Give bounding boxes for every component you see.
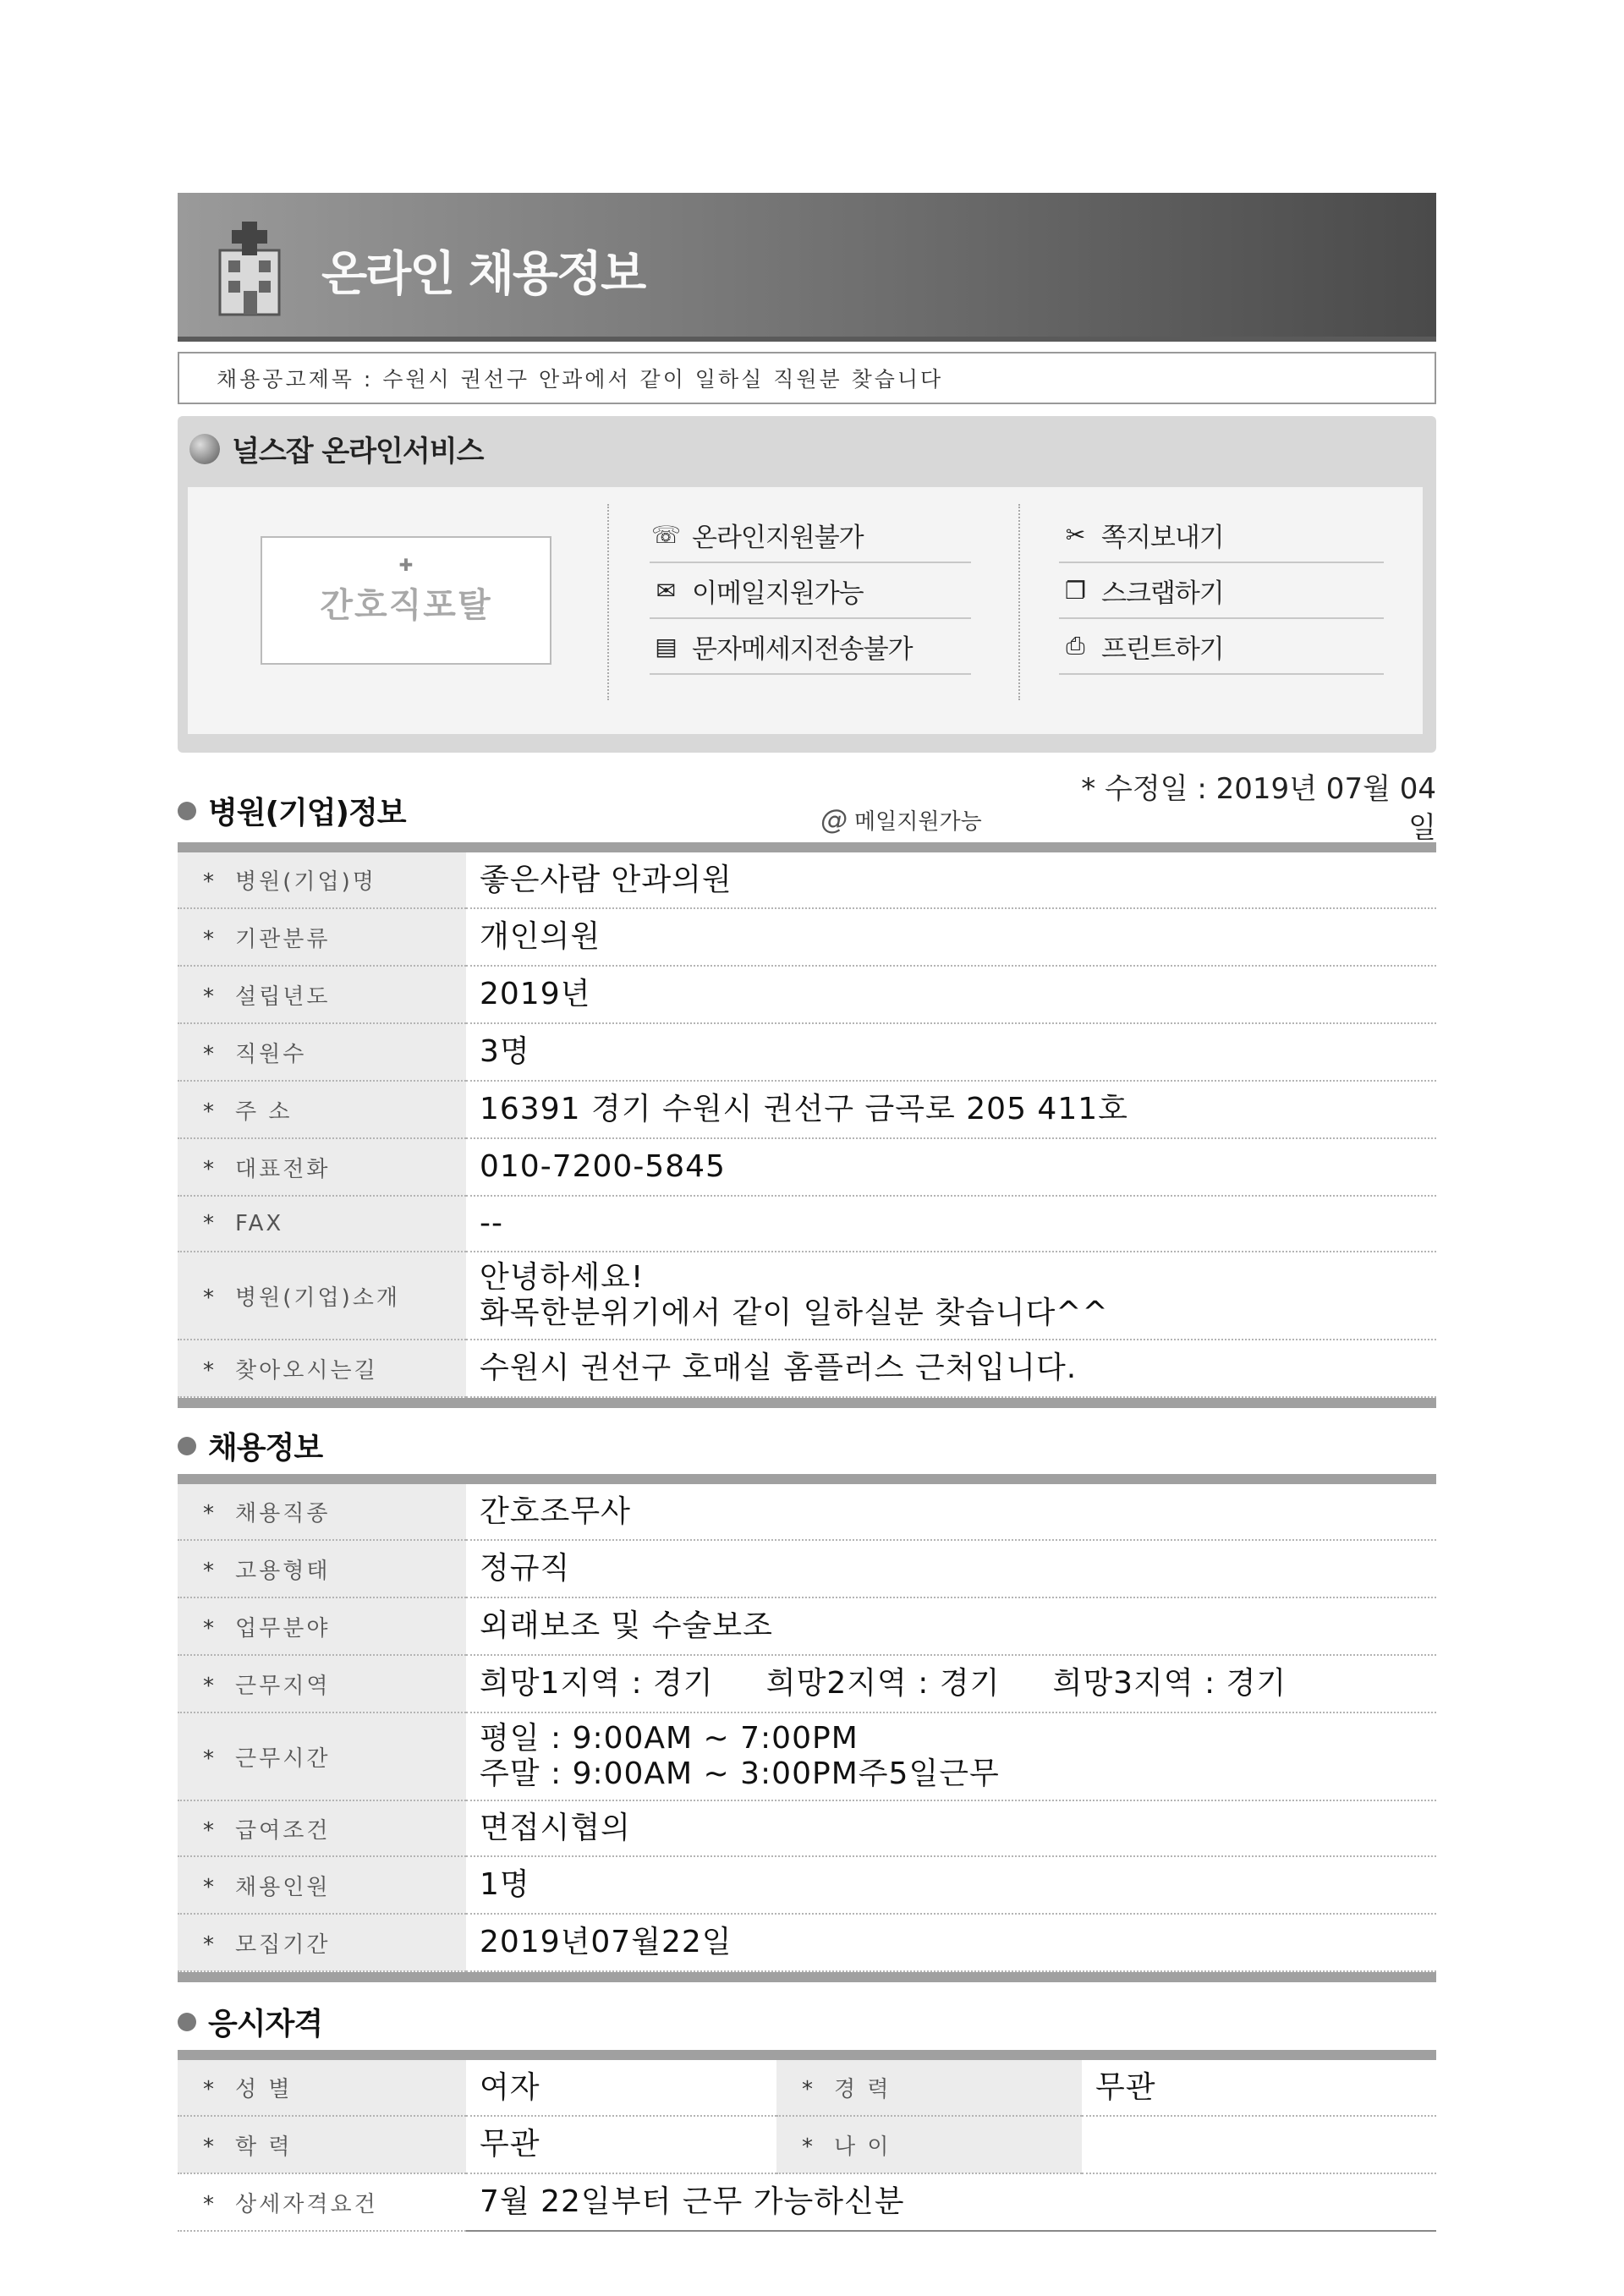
mail-apply-badge[interactable] <box>820 803 982 836</box>
table-row: * 병원(기업)명 좋은사람 안과의원 <box>178 852 1436 908</box>
row-label: 채용직종 <box>235 1501 331 1526</box>
portal-logo-text: 간호직포탈 <box>320 586 492 625</box>
founded-year: 2019년 <box>466 966 1436 1023</box>
mail-apply-label: 메일지원가능 <box>854 808 982 835</box>
row-label: 모집기간 <box>235 1932 331 1958</box>
service-inner <box>188 487 1423 734</box>
email-apply-link[interactable] <box>650 563 971 619</box>
recruit-title-text: 채용정보 <box>208 1431 323 1466</box>
section-bullet-icon <box>189 434 220 464</box>
table-row: * 설립년도 2019년 <box>178 966 1436 1023</box>
divider <box>607 504 609 700</box>
employee-count: 3명 <box>466 1023 1436 1081</box>
section-rule <box>178 2050 1436 2060</box>
hospital-info-table <box>178 852 1436 1398</box>
scrap-label: 스크랩하기 <box>1101 578 1224 609</box>
row-label: 기관분류 <box>235 926 331 952</box>
row-label: 성 별 <box>235 2077 293 2102</box>
org-category: 개인의원 <box>466 908 1436 966</box>
row-label: 나 이 <box>834 2134 892 2160</box>
service-list-right <box>1059 507 1384 675</box>
table-row: * 성 별 여자 * 경 력 무관 <box>178 2060 1436 2116</box>
table-row: * 급여조건 면접시협의 <box>178 1800 1436 1856</box>
table-row: * 직원수 3명 <box>178 1023 1436 1081</box>
modified-date-line2: 일 <box>1408 811 1436 845</box>
table-row: * 모집기간 2019년07월22일 <box>178 1914 1436 1971</box>
send-message-label: 쪽지보내기 <box>1101 522 1224 553</box>
page-title: 온라인 채용정보 <box>321 247 645 302</box>
row-label: 찾아오시는길 <box>235 1357 378 1384</box>
recruit-section-title <box>178 1424 322 1467</box>
section-bullet-icon <box>178 2013 196 2031</box>
recruit-period: 2019년07월22일 <box>466 1914 1436 1971</box>
hospital-building-icon <box>213 216 286 318</box>
scrap-icon: ❐ <box>1064 576 1086 605</box>
row-label: 급여조건 <box>235 1817 331 1844</box>
table-row: * 채용인원 1명 <box>178 1856 1436 1914</box>
row-label: 설립년도 <box>235 984 331 1010</box>
table-row: * 기관분류 개인의원 <box>178 908 1436 966</box>
online-apply-icon: ☏ <box>650 520 680 549</box>
online-apply-link[interactable] <box>650 507 971 563</box>
table-row: * 학 력 무관 * 나 이 <box>178 2116 1436 2173</box>
online-apply-label: 온라인지원불가 <box>692 522 864 553</box>
sms-label: 문자메세지전송불가 <box>692 633 913 665</box>
work-field: 외래보조 및 수술보조 <box>466 1597 1436 1655</box>
section-rule <box>178 1398 1436 1408</box>
table-row: * 근무지역 희망1지역 : 경기 희망2지역 : 경기 희망3지역 : 경기 <box>178 1655 1436 1712</box>
service-title: 널스잡 온라인서비스 <box>232 435 484 469</box>
employment-type: 정규직 <box>466 1540 1436 1597</box>
section-bullet-icon <box>178 802 196 820</box>
header-banner <box>178 193 1436 342</box>
section-bullet-icon <box>178 1437 196 1455</box>
row-label: 주 소 <box>235 1099 293 1125</box>
qualification-section-title <box>178 2000 322 2043</box>
service-list-left <box>650 507 971 675</box>
row-label: 학 력 <box>235 2134 293 2160</box>
table-row: * 병원(기업)소개 안녕하세요! 화목한분위기에서 같이 일하실분 찾습니다^^ <box>178 1252 1436 1340</box>
career: 무관 <box>1082 2060 1436 2116</box>
table-row: * 채용직종 간호조무사 <box>178 1484 1436 1540</box>
table-row: * 찾아오시는길 수원시 권선구 호매실 홈플러스 근처입니다. <box>178 1340 1436 1397</box>
row-label: 병원(기업)소개 <box>235 1285 400 1311</box>
job-type: 간호조무사 <box>466 1484 1436 1540</box>
at-sign-icon: @ <box>820 803 848 836</box>
section-rule <box>178 1972 1436 1982</box>
email-icon: ✉ <box>656 576 676 605</box>
portal-logo <box>261 536 551 665</box>
phone[interactable]: 010-7200-5845 <box>466 1138 1436 1196</box>
table-row: * FAX -- <box>178 1196 1436 1252</box>
job-posting-page <box>178 193 1436 2232</box>
education: 무관 <box>466 2116 776 2173</box>
recruit-info-table <box>178 1484 1436 1972</box>
work-hours: 평일 : 9:00AM ~ 7:00PM 주말 : 9:00AM ~ 3:00PM주5일근무 <box>466 1712 1436 1800</box>
hospital-section-title <box>178 789 406 832</box>
table-row: * 주 소 16391 경기 수원시 권선구 금곡로 205 411호 <box>178 1081 1436 1138</box>
detail-requirements: 7월 22일부터 근무 가능하신분 <box>466 2173 1436 2231</box>
row-label: 병원(기업)명 <box>235 869 376 895</box>
recruit-section-header <box>178 1408 1436 1474</box>
table-row: * 업무분야 외래보조 및 수술보조 <box>178 1597 1436 1655</box>
scrap-link[interactable] <box>1059 563 1384 619</box>
modified-date <box>1081 770 1436 847</box>
modified-date-line1: * 수정일 : 2019년 07월 04 <box>1081 772 1436 806</box>
row-label: 채용인원 <box>235 1874 331 1900</box>
service-header <box>189 428 483 469</box>
hospital-title-text: 병원(기업)정보 <box>208 796 406 830</box>
divider <box>1018 504 1020 700</box>
work-region: 희망1지역 : 경기 희망2지역 : 경기 희망3지역 : 경기 <box>466 1655 1436 1712</box>
hospital-name: 좋은사람 안과의원 <box>466 852 1436 908</box>
qualification-title-text: 응시자격 <box>208 2007 323 2041</box>
row-label: 고용형태 <box>235 1558 331 1584</box>
print-icon: ⎙ <box>1066 632 1084 660</box>
table-row: * 고용형태 정규직 <box>178 1540 1436 1597</box>
message-icon: ✂ <box>1065 520 1085 549</box>
hospital-section-header <box>178 758 1436 845</box>
row-label: 직원수 <box>235 1041 307 1067</box>
table-row: * 대표전화 010-7200-5845 <box>178 1138 1436 1196</box>
row-label: 업무분야 <box>235 1615 331 1641</box>
row-label: 근무지역 <box>235 1673 331 1699</box>
email-apply-label: 이메일지원가능 <box>692 578 864 609</box>
headcount: 1명 <box>466 1856 1436 1914</box>
table-row: * 근무시간 평일 : 9:00AM ~ 7:00PM 주말 : 9:00AM ~ 3:00PM주5일근무 <box>178 1712 1436 1800</box>
print-label: 프린트하기 <box>1101 633 1224 665</box>
online-service-panel <box>178 416 1436 753</box>
print-link[interactable] <box>1059 619 1384 675</box>
row-label: 상세자격요건 <box>235 2191 378 2217</box>
table-row: * 상세자격요건 7월 22일부터 근무 가능하신분 <box>178 2173 1436 2231</box>
row-label: 근무시간 <box>235 1745 331 1772</box>
gender: 여자 <box>466 2060 776 2116</box>
sms-icon: ▤ <box>655 632 677 660</box>
address: 16391 경기 수원시 권선구 금곡로 205 411호 <box>466 1081 1436 1138</box>
row-label: FAX <box>235 1211 284 1236</box>
fax: -- <box>466 1196 1436 1252</box>
age <box>1082 2116 1436 2173</box>
qualification-section-header <box>178 1982 1436 2050</box>
org-intro: 안녕하세요! 화목한분위기에서 같이 일하실분 찾습니다^^ <box>466 1252 1436 1340</box>
row-label: 경 력 <box>834 2077 892 2102</box>
sms-link[interactable] <box>650 619 971 675</box>
qualification-table <box>178 2060 1436 2232</box>
directions: 수원시 권선구 호매실 홈플러스 근처입니다. <box>466 1340 1436 1397</box>
section-rule <box>178 1474 1436 1484</box>
posting-subject: 채용공고제목 : 수원시 권선구 안과에서 같이 일하실 직원분 찾습니다 <box>178 352 1436 404</box>
row-label: 대표전화 <box>235 1156 331 1182</box>
send-message-link[interactable] <box>1059 507 1384 563</box>
cross-icon: ✚ <box>398 555 414 575</box>
salary: 면접시협의 <box>466 1800 1436 1856</box>
